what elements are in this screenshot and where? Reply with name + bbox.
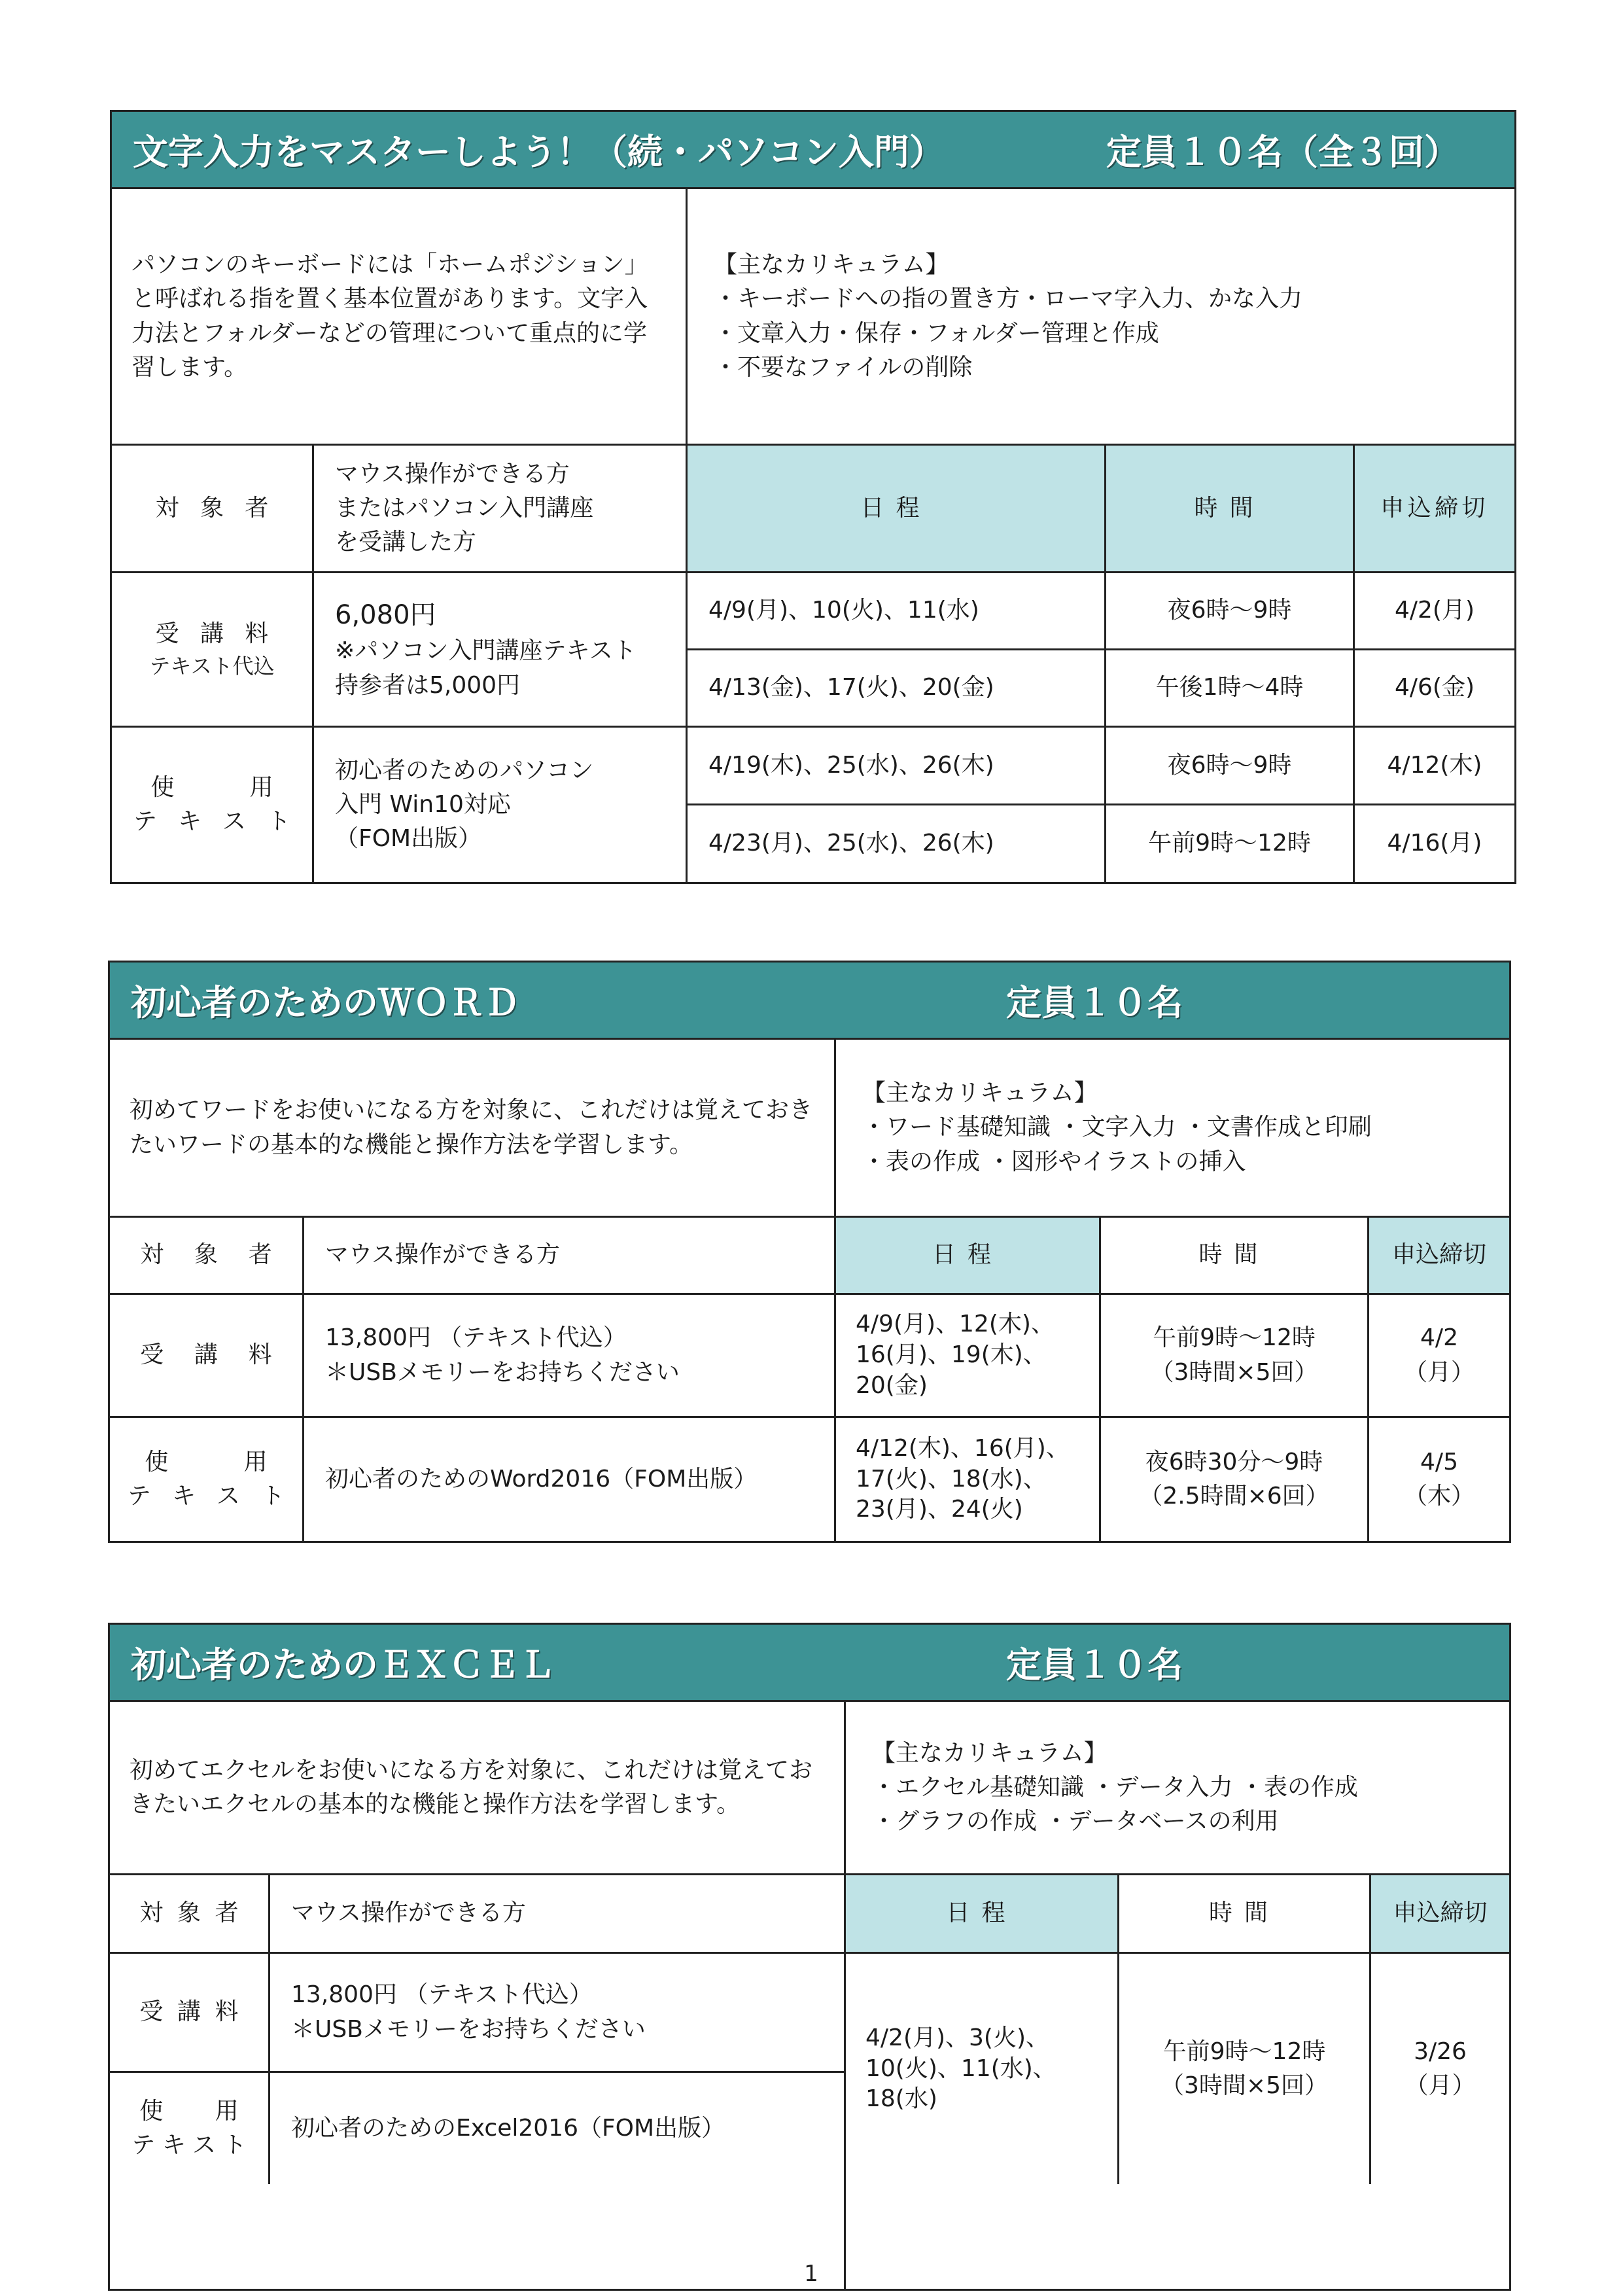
curriculum bbox=[688, 189, 1514, 444]
target-label: 対象者 bbox=[110, 1218, 304, 1293]
curriculum-item: ・エクセル基礎知識 ・データ入力 ・表の作成 bbox=[872, 1773, 1358, 1801]
curriculum-heading: 【主なカリキュラム】 bbox=[714, 251, 949, 279]
session-dates: 4/12(木)、16(月)、 17(火)、18(水)、 23(月)、24(火) bbox=[836, 1418, 1101, 1541]
time-header: 時間 bbox=[1101, 1218, 1369, 1293]
session-dates: 4/9(月)、10(火)、11(水) bbox=[688, 573, 1106, 648]
time-header: 時間 bbox=[1119, 1875, 1371, 1952]
curriculum-heading: 【主なカリキュラム】 bbox=[862, 1080, 1098, 1107]
session-deadline: 4/12(木) bbox=[1387, 751, 1482, 779]
curriculum-item: ・ワード基礎知識 ・文字入力 ・文書作成と印刷 bbox=[862, 1114, 1372, 1141]
session-deadline: 3/26 （月） bbox=[1405, 2038, 1476, 2099]
session-time: 午前9時～12時 bbox=[1106, 805, 1355, 882]
curriculum-item: ・不要なファイルの削除 bbox=[714, 353, 973, 381]
target-label: 対象者 bbox=[112, 446, 314, 571]
session-row bbox=[688, 650, 1514, 726]
course-description: 初めてエクセルをお使いになる方を対象に、これだけは覚えておきたいエクセルの基本的な機能と操作方法を学習します。 bbox=[110, 1702, 846, 1873]
session-dates: 4/13(金)、17(火)、20(金) bbox=[688, 650, 1106, 726]
target-label: 対象者 bbox=[110, 1875, 270, 1952]
schedule-header: 日程 bbox=[846, 1875, 1119, 1952]
session-deadline: 4/2 （月） bbox=[1403, 1324, 1475, 1386]
session-time: 夜6時～9時 bbox=[1106, 573, 1355, 648]
session-time: 夜6時～9時 bbox=[1106, 728, 1355, 804]
course-title: 文字入力をマスターしよう！（続・パソコン入門） bbox=[133, 132, 945, 173]
deadline-header: 申込締切 bbox=[1369, 1218, 1509, 1293]
sessions-block bbox=[688, 728, 1514, 882]
session-deadline: 4/16(月) bbox=[1387, 830, 1482, 857]
session-time: 夜6時30分～9時 （2.5時間×6回） bbox=[1101, 1418, 1369, 1541]
session-dates: 4/2(月)、3(火)、 10(火)、11(水)、 18(水) bbox=[846, 1954, 1119, 2184]
fee-value: 13,800円 （テキスト代込） ＊USBメモリーをお持ちください bbox=[304, 1295, 836, 1416]
course-title: 初心者のためのＥＸＣＥＬ bbox=[131, 1644, 555, 1686]
session-deadline: 4/6(金) bbox=[1394, 674, 1475, 701]
text-label: 使用 テキスト bbox=[110, 1418, 304, 1541]
curriculum bbox=[836, 1040, 1509, 1216]
course-header bbox=[110, 963, 1509, 1040]
session-time: 午前9時～12時 （3時間×5回） bbox=[1119, 1954, 1371, 2184]
fee-label: 受講料 bbox=[110, 1954, 270, 2071]
session-dates: 4/19(木)、25(水)、26(木) bbox=[688, 728, 1106, 804]
target-value: マウス操作ができる方 またはパソコン入門講座 を受講した方 bbox=[314, 446, 688, 571]
curriculum-item: ・文章入力・保存・フォルダー管理と作成 bbox=[714, 319, 1159, 347]
fee-value: 13,800円 （テキスト代込） ＊USBメモリーをお持ちください bbox=[291, 1981, 646, 2043]
course-description: パソコンのキーボードには「ホームポジション」と呼ばれる指を置く基本位置があります。文字入力法とフォルダーなどの管理について重点的に学習します。 bbox=[112, 189, 688, 444]
session-row bbox=[688, 728, 1514, 805]
sessions-block bbox=[688, 573, 1514, 726]
course-typing bbox=[110, 110, 1516, 884]
curriculum-item: ・グラフの作成 ・データベースの利用 bbox=[872, 1808, 1279, 1835]
curriculum-heading: 【主なカリキュラム】 bbox=[872, 1739, 1108, 1767]
text-value: 初心者のためのパソコン 入門 Win10対応 （FOM出版） bbox=[314, 728, 688, 882]
curriculum-item: ・キーボードへの指の置き方・ローマ字入力、かな入力 bbox=[714, 285, 1303, 313]
session-row bbox=[688, 805, 1514, 882]
time-header: 時間 bbox=[1106, 446, 1355, 571]
target-value: マウス操作ができる方 bbox=[291, 1899, 526, 1927]
course-capacity: 定員１０名（全３回） bbox=[1106, 132, 1459, 173]
fee-label: 受講料 bbox=[110, 1295, 304, 1416]
course-description: 初めてワードをお使いになる方を対象に、これだけは覚えておきたいワードの基本的な機能と操作方法を学習します。 bbox=[110, 1040, 836, 1216]
curriculum bbox=[846, 1702, 1509, 1873]
course-word bbox=[108, 961, 1511, 1543]
session-deadline: 4/2(月) bbox=[1394, 597, 1475, 624]
fee-label: 受講料 テキスト代込 bbox=[112, 573, 314, 726]
text-value: 初心者のためのWord2016（FOM出版） bbox=[304, 1418, 836, 1541]
course-capacity: 定員１０名 bbox=[1006, 982, 1183, 1023]
session-dates: 4/23(月)、25(水)、26(木) bbox=[688, 805, 1106, 882]
schedule-header: 日程 bbox=[688, 446, 1106, 571]
session-deadline: 4/5 （木） bbox=[1403, 1448, 1475, 1510]
session-row bbox=[688, 573, 1514, 650]
course-header bbox=[110, 1625, 1509, 1702]
course-excel bbox=[108, 1623, 1511, 2291]
course-capacity: 定員１０名 bbox=[1006, 1644, 1183, 1686]
course-title: 初心者のためのＷＯＲＤ bbox=[131, 982, 519, 1023]
page-number: 1 bbox=[804, 2261, 818, 2287]
schedule-header: 日程 bbox=[836, 1218, 1101, 1293]
text-label: 使用 テキスト bbox=[110, 2073, 270, 2184]
session-time: 午前9時～12時 （3時間×5回） bbox=[1101, 1295, 1369, 1416]
deadline-header: 申込締切 bbox=[1355, 446, 1514, 571]
text-value: 初心者のためのExcel2016（FOM出版） bbox=[291, 2114, 725, 2142]
text-label: 使用 テキスト bbox=[112, 728, 314, 882]
session-dates: 4/9(月)、12(木)、 16(月)、19(木)、 20(金) bbox=[836, 1295, 1101, 1416]
fee-value: 6,080円 ※パソコン入門講座テキスト 持参者は5,000円 bbox=[314, 573, 688, 726]
session-time: 午後1時～4時 bbox=[1106, 650, 1355, 726]
deadline-header: 申込締切 bbox=[1371, 1875, 1509, 1952]
target-value: マウス操作ができる方 bbox=[304, 1218, 836, 1293]
curriculum-item: ・表の作成 ・図形やイラストの挿入 bbox=[862, 1148, 1246, 1175]
course-header bbox=[112, 112, 1514, 189]
